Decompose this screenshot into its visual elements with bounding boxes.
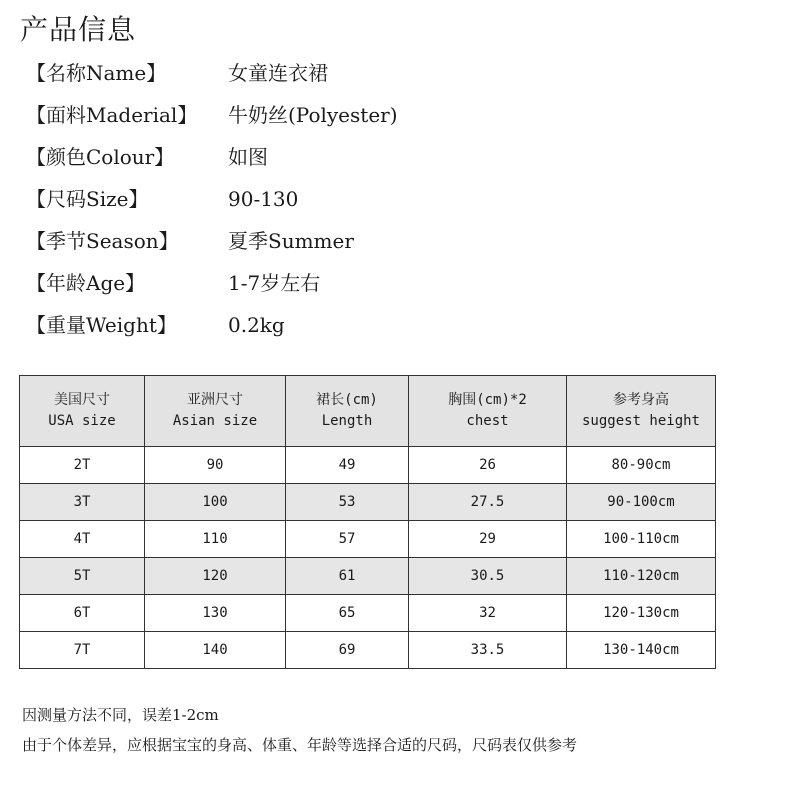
- table-cell: 29: [409, 521, 567, 558]
- header-en: USA size: [48, 413, 116, 429]
- page-title: 产品信息: [20, 13, 137, 46]
- info-label: 【年龄Age】: [26, 271, 146, 295]
- table-cell: 32: [409, 595, 567, 632]
- info-value: 1-7岁左右: [228, 271, 321, 295]
- note-measurement-error: 因测量方法不同，误差1-2cm: [22, 706, 219, 724]
- table-cell: 69: [286, 632, 409, 669]
- table-cell: 90: [145, 447, 286, 484]
- table-cell: 33.5: [409, 632, 567, 669]
- table-cell: 2T: [20, 447, 145, 484]
- header-en: Asian size: [172, 413, 258, 429]
- table-cell: 110-120cm: [567, 558, 716, 595]
- table-cell: 120-130cm: [567, 595, 716, 632]
- table-row: [20, 558, 716, 595]
- header-length: [286, 376, 409, 447]
- table-cell: 4T: [20, 521, 145, 558]
- table-cell: 57: [286, 521, 409, 558]
- table-cell: 7T: [20, 632, 145, 669]
- size-table-header-row: [20, 376, 716, 447]
- table-cell: 100-110cm: [567, 521, 716, 558]
- table-cell: 140: [145, 632, 286, 669]
- table-cell: 6T: [20, 595, 145, 632]
- info-label: 【季节Season】: [26, 229, 179, 253]
- header-asian-size: [145, 376, 286, 447]
- header-cn: 参考身高: [613, 392, 669, 408]
- header-cn: 裙长(cm): [316, 392, 378, 408]
- table-cell: 130-140cm: [567, 632, 716, 669]
- info-value: 90-130: [228, 187, 299, 211]
- table-cell: 90-100cm: [567, 484, 716, 521]
- info-value: 如图: [228, 145, 268, 169]
- table-row: [20, 447, 716, 484]
- table-cell: 5T: [20, 558, 145, 595]
- table-row: [20, 595, 716, 632]
- header-cn: 胸围(cm)*2: [448, 392, 527, 408]
- info-value: 女童连衣裙: [228, 61, 328, 85]
- info-value: 夏季Summer: [228, 229, 354, 253]
- header-en: chest: [466, 413, 509, 429]
- table-cell: 100: [145, 484, 286, 521]
- table-cell: 49: [286, 447, 409, 484]
- info-value: 0.2kg: [228, 313, 285, 337]
- note-size-advice: 由于个体差异，应根据宝宝的身高、体重、年龄等选择合适的尺码，尺码表仅供参考: [22, 736, 578, 754]
- table-cell: 61: [286, 558, 409, 595]
- info-label: 【尺码Size】: [26, 187, 149, 211]
- table-cell: 3T: [20, 484, 145, 521]
- info-label: 【重量Weight】: [26, 313, 177, 337]
- header-usa-size: [20, 376, 145, 447]
- info-label: 【颜色Colour】: [26, 145, 175, 169]
- table-cell: 27.5: [409, 484, 567, 521]
- table-cell: 30.5: [409, 558, 567, 595]
- header-en: Length: [321, 413, 373, 429]
- header-en: suggest height: [581, 413, 700, 429]
- table-cell: 120: [145, 558, 286, 595]
- header-suggest-height: [567, 376, 716, 447]
- header-chest: [409, 376, 567, 447]
- table-cell: 65: [286, 595, 409, 632]
- table-cell: 130: [145, 595, 286, 632]
- table-row: [20, 632, 716, 669]
- info-label: 【名称Name】: [26, 61, 167, 85]
- table-cell: 110: [145, 521, 286, 558]
- size-table: [19, 375, 716, 669]
- table-cell: 53: [286, 484, 409, 521]
- table-cell: 26: [409, 447, 567, 484]
- table-cell: 80-90cm: [567, 447, 716, 484]
- table-row: [20, 521, 716, 558]
- info-label: 【面料Maderial】: [26, 103, 198, 127]
- size-notes: [22, 700, 577, 760]
- table-row: [20, 484, 716, 521]
- header-cn: 亚洲尺寸: [187, 392, 243, 408]
- info-value: 牛奶丝(Polyester): [228, 103, 398, 127]
- header-cn: 美国尺寸: [54, 392, 110, 408]
